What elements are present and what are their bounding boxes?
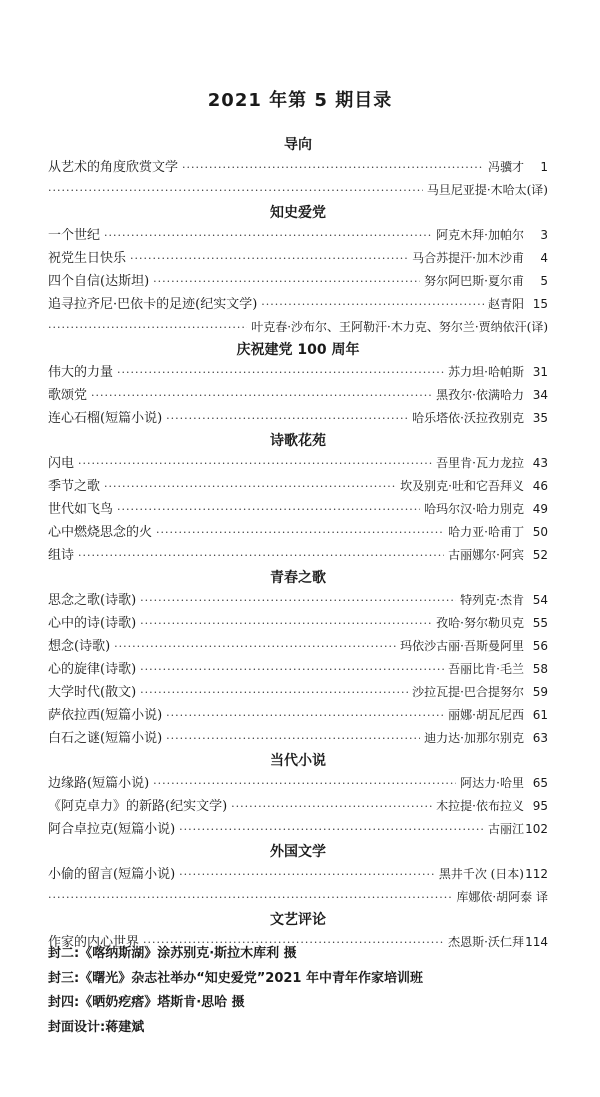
credit-line: 封二:《喀纳斯湖》涂苏别克·斯拉木库利 摄 — [48, 946, 297, 961]
entry-title: 作家的内心世界 — [48, 935, 140, 950]
entry-author: 沙拉瓦提·巴合提努尔 — [412, 685, 524, 699]
entry-page-number: 114 — [525, 935, 548, 949]
entry-author: 黑孜尔·依满哈力 — [436, 388, 524, 402]
dot-leader — [166, 407, 408, 430]
toc-entry[interactable] — [48, 818, 548, 841]
entry-page-number: 112 — [525, 867, 548, 881]
entry-page-number: 54 — [532, 593, 548, 607]
entry-author: 特列克·杰肯 — [460, 593, 524, 607]
entry-title: 歌颂党 — [48, 388, 88, 403]
entry-title: 祝党生日快乐 — [48, 251, 127, 266]
entry-page-number: 56 — [532, 639, 548, 653]
entry-author: 阿达力·哈里 — [460, 776, 524, 790]
toc-entry[interactable] — [48, 727, 548, 750]
entry-author: 迪力达·加那尔别克 — [424, 731, 524, 745]
credit-line: 封面设计:蒋建斌 — [48, 1019, 145, 1035]
section-heading: 文艺评论 — [270, 912, 326, 928]
dot-leader — [140, 681, 408, 704]
dot-leader — [48, 316, 247, 339]
entry-page-number: 43 — [532, 456, 548, 470]
entry-author: 哈乐塔依·沃拉孜别克 — [412, 411, 524, 425]
section-heading: 庆祝建党 100 周年 — [236, 342, 360, 358]
entry-author: 坎及别克·吐和它吾拜义 — [400, 479, 524, 493]
dot-leader — [140, 658, 444, 681]
section-heading: 导向 — [284, 137, 312, 153]
entry-author: 叶克春·沙布尔、王阿勒汗·木力克、努尔兰·贾纳依汗(译) — [251, 320, 548, 334]
entry-title: 组诗 — [48, 548, 75, 563]
entry-title: 心中燃烧思念的火 — [48, 525, 153, 540]
entry-title: 《阿克卓力》的新路(纪实文学) — [48, 799, 228, 814]
dot-leader — [179, 818, 484, 841]
entry-page-number: 5 — [540, 274, 548, 288]
entry-title: 心中的诗(诗歌) — [48, 616, 137, 631]
section-heading: 知史爱党 — [270, 205, 326, 221]
toc-entry[interactable] — [48, 224, 548, 247]
entry-title: 小偷的留言(短篇小说) — [48, 867, 176, 882]
section-heading: 诗歌花苑 — [270, 433, 326, 449]
entry-page-number: 52 — [532, 548, 548, 562]
entry-author: 冯骥才 — [487, 160, 524, 174]
toc-entry[interactable] — [48, 886, 548, 909]
dot-leader — [117, 361, 444, 384]
section-heading: 当代小说 — [270, 753, 326, 769]
entry-page-number: 46 — [532, 479, 548, 493]
entry-page-number: 95 — [532, 799, 548, 813]
entry-title: 闪电 — [48, 456, 75, 471]
entry-author: 哈力亚·哈甫丁 — [448, 525, 524, 539]
entry-title: 一个世纪 — [48, 228, 101, 243]
toc-entry[interactable] — [48, 521, 548, 544]
entry-author: 库娜依·胡阿泰 译 — [456, 890, 548, 904]
dot-leader — [130, 247, 408, 270]
toc-entry[interactable] — [48, 407, 548, 430]
dot-leader — [117, 498, 420, 521]
entry-page-number: 59 — [532, 685, 548, 699]
toc-entry[interactable] — [48, 316, 548, 339]
dot-leader — [179, 863, 435, 886]
cover-credits — [48, 942, 568, 1040]
dot-leader — [48, 886, 452, 909]
entry-page-number: 49 — [532, 502, 548, 516]
entry-page-number: 4 — [540, 251, 548, 265]
toc-entry[interactable] — [48, 635, 548, 658]
toc-entry[interactable] — [48, 361, 548, 384]
entry-page-number: 63 — [532, 731, 548, 745]
toc-entry[interactable] — [48, 544, 548, 567]
toc-entry[interactable] — [48, 658, 548, 681]
entry-author: 马旦尼亚提·木哈太(译) — [426, 183, 548, 197]
entry-author: 阿克木拜·加帕尔 — [436, 228, 524, 242]
entry-page-number: 102 — [525, 822, 548, 836]
entry-title: 季节之歌 — [48, 479, 101, 494]
entry-author: 丽娜·胡瓦尼西 — [448, 708, 524, 722]
toc-entry[interactable] — [48, 270, 548, 293]
entry-title: 阿合卓拉克(短篇小说) — [48, 822, 176, 837]
toc-entry[interactable] — [48, 179, 548, 202]
table-of-contents — [48, 134, 548, 954]
entry-title: 连心石榴(短篇小说) — [48, 411, 163, 426]
entry-page-number: 31 — [532, 365, 548, 379]
entry-page-number: 61 — [532, 708, 548, 722]
dot-leader — [48, 179, 423, 202]
toc-entry[interactable] — [48, 681, 548, 704]
entry-author: 玛依沙古丽·吾斯曼阿里 — [400, 639, 524, 653]
toc-entry[interactable] — [48, 247, 548, 270]
toc-entry[interactable] — [48, 452, 548, 475]
section-heading: 青春之歌 — [270, 570, 326, 586]
entry-page-number: 58 — [532, 662, 548, 676]
toc-entry[interactable] — [48, 772, 548, 795]
entry-author: 努尔阿巴斯·夏尔甫 — [424, 274, 524, 288]
entry-author: 杰恩斯·沃仁拜 — [448, 935, 524, 949]
entry-title: 追寻拉齐尼·巴依卡的足迹(纪实文学) — [48, 297, 258, 312]
toc-entry[interactable] — [48, 612, 548, 635]
entry-author: 吾里肯·瓦力龙拉 — [436, 456, 524, 470]
entry-title: 心的旋律(诗歌) — [48, 662, 137, 677]
entry-author: 古丽江 — [487, 822, 524, 836]
dot-leader — [78, 544, 444, 567]
toc-entry[interactable] — [48, 293, 548, 316]
page-title: 2021 年第 5 期目录 — [207, 90, 393, 111]
entry-author: 哈玛尔汉·哈力別克 — [424, 502, 524, 516]
entry-title: 大学时代(散文) — [48, 685, 137, 700]
toc-entry[interactable] — [48, 156, 548, 179]
entry-title: 想念(诗歌) — [48, 639, 111, 654]
entry-page-number: 55 — [532, 616, 548, 630]
toc-entry[interactable] — [48, 589, 548, 612]
dot-leader — [104, 475, 396, 498]
entry-author: 赵青阳 — [487, 297, 524, 311]
entry-page-number: 1 — [540, 160, 548, 174]
dot-leader — [166, 704, 444, 727]
dot-leader — [140, 612, 432, 635]
entry-author: 马合苏提汗·加木沙甫 — [412, 251, 524, 265]
toc-entry[interactable] — [48, 863, 548, 886]
dot-leader — [91, 384, 432, 407]
entry-title: 四个自信(达斯坦) — [48, 274, 150, 289]
entry-title: 白石之谜(短篇小说) — [48, 731, 163, 746]
dot-leader — [153, 270, 420, 293]
entry-author: 木拉提·依布拉义 — [436, 799, 524, 813]
entry-title: 伟大的力量 — [48, 365, 114, 380]
entry-title: 边缘路(短篇小说) — [48, 776, 150, 791]
dot-leader — [231, 795, 432, 818]
toc-entry[interactable] — [48, 704, 548, 727]
entry-title: 萨依拉西(短篇小说) — [48, 708, 163, 723]
entry-title: 思念之歌(诗歌) — [48, 593, 137, 608]
credit-line: 封四:《晒奶疙瘩》塔斯肯·思哈 摄 — [48, 995, 245, 1010]
toc-entry[interactable] — [48, 384, 548, 407]
entry-page-number: 50 — [532, 525, 548, 539]
entry-page-number: 34 — [532, 388, 548, 402]
entry-author: 苏力坦·哈帕斯 — [448, 365, 524, 379]
dot-leader — [261, 293, 484, 316]
dot-leader — [78, 452, 432, 475]
dot-leader — [156, 521, 444, 544]
entry-page-number: 35 — [532, 411, 548, 425]
toc-entry[interactable] — [48, 475, 548, 498]
entry-title: 世代如飞鸟 — [48, 502, 114, 517]
entry-author: 吾丽比肯·毛兰 — [448, 662, 524, 676]
toc-entry[interactable] — [48, 498, 548, 521]
entry-page-number: 3 — [540, 228, 548, 242]
dot-leader — [140, 589, 456, 612]
toc-entry[interactable] — [48, 795, 548, 818]
dot-leader — [166, 727, 420, 750]
entry-page-number: 65 — [532, 776, 548, 790]
section-heading: 外国文学 — [270, 844, 326, 860]
dot-leader — [153, 772, 456, 795]
entry-title: 从艺术的角度欣赏文学 — [48, 160, 179, 175]
entry-author: 古丽娜尔·阿宾 — [448, 548, 524, 562]
dot-leader — [182, 156, 484, 179]
entry-author: 孜哈·努尔勒贝克 — [436, 616, 524, 630]
entry-author: 黑井千次 (日本) — [438, 867, 524, 881]
dot-leader — [104, 224, 432, 247]
dot-leader — [114, 635, 396, 658]
entry-page-number: 15 — [532, 297, 548, 311]
credit-line: 封三:《曙光》杂志社举办“知史爱党”2021 年中青年作家培训班 — [48, 970, 423, 986]
